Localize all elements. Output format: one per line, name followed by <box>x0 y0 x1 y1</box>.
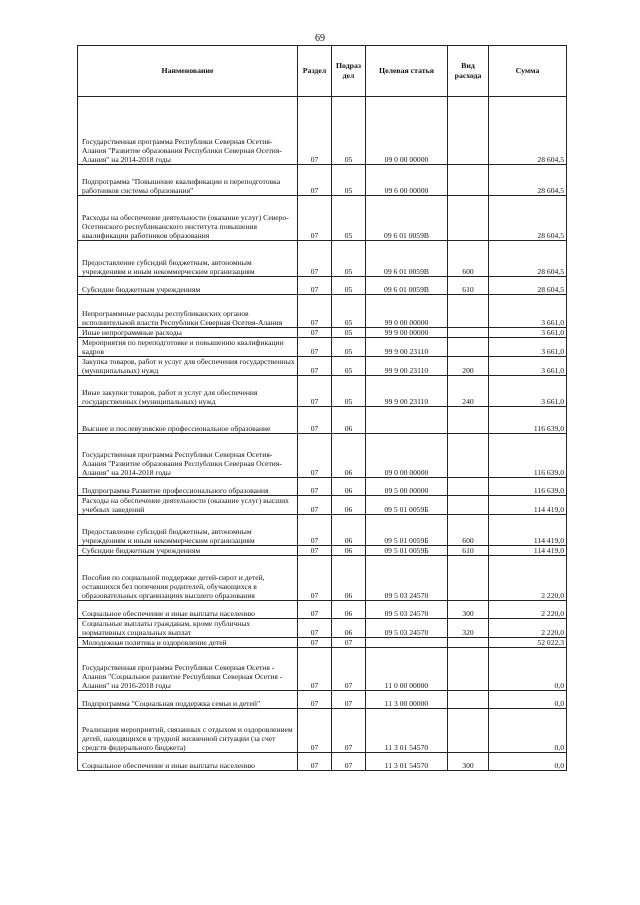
row-name-cell: Социальное обеспечение и иные выплаты населению <box>78 753 298 771</box>
row-razdel-cell: 07 <box>298 478 332 496</box>
row-razdel-cell: 07 <box>298 753 332 771</box>
row-sum-cell: 0,0 <box>489 648 567 691</box>
row-podrazdel-cell: 06 <box>332 434 366 478</box>
row-expense-type-cell: 320 <box>448 619 489 638</box>
row-sum-cell: 2 220,0 <box>489 619 567 638</box>
row-podrazdel-cell: 05 <box>332 277 366 295</box>
row-podrazdel-cell: 07 <box>332 691 366 709</box>
row-name-cell: Пособия по социальной поддержке детей-сирот и детей, оставшихся без попечения родителей, обучающихся в образовательных организациях высшего образования <box>78 556 298 601</box>
row-razdel-cell: 07 <box>298 277 332 295</box>
row-expense-type-cell: 200 <box>448 357 489 376</box>
row-expense-type-cell <box>448 648 489 691</box>
table-row <box>78 328 567 338</box>
row-sum-cell: 114 419,0 <box>489 546 567 556</box>
budget-table <box>77 45 567 771</box>
row-target-article-cell: 99 9 00 23110 <box>366 338 448 357</box>
row-name-cell: Подпрограмма "Повышение квалификации и переподготовка работников системы образования" <box>78 165 298 196</box>
row-sum-cell: 3 661,0 <box>489 376 567 407</box>
row-podrazdel-cell: 05 <box>332 97 366 165</box>
row-sum-cell: 28 604,5 <box>489 196 567 241</box>
row-target-article-cell <box>366 407 448 434</box>
row-razdel-cell: 07 <box>298 638 332 648</box>
row-podrazdel-cell: 07 <box>332 648 366 691</box>
row-razdel-cell: 07 <box>298 691 332 709</box>
table-row <box>78 691 567 709</box>
row-expense-type-cell: 610 <box>448 546 489 556</box>
row-name-cell: Реализация мероприятий, связанных с отдыхом и оздоровлением детей, находящихся в трудной жизненной ситуации (за счет средств федерального бюджета) <box>78 709 298 753</box>
row-name-cell: Государственная программа Республики Северная Осетия - Алания "Социальное развитие Республики Северная Осетия - Алания" на 2016-2018 годы <box>78 648 298 691</box>
row-podrazdel-cell: 06 <box>332 601 366 619</box>
row-podrazdel-cell: 06 <box>332 478 366 496</box>
row-target-article-cell: 09 5 01 0059Б <box>366 496 448 515</box>
row-razdel-cell: 07 <box>298 619 332 638</box>
row-target-article-cell: 09 5 03 24570 <box>366 619 448 638</box>
row-razdel-cell: 07 <box>298 407 332 434</box>
row-name-cell: Субсидии бюджетным учреждениям <box>78 546 298 556</box>
row-target-article-cell: 09 5 03 24570 <box>366 556 448 601</box>
col-header-podrazdel: Подраз дел <box>332 46 366 97</box>
table-row <box>78 338 567 357</box>
row-sum-cell: 0,0 <box>489 753 567 771</box>
row-razdel-cell: 07 <box>298 556 332 601</box>
row-podrazdel-cell: 05 <box>332 165 366 196</box>
table-row <box>78 478 567 496</box>
row-expense-type-cell <box>448 338 489 357</box>
row-target-article-cell <box>366 638 448 648</box>
col-header-razdel: Раздел <box>298 46 332 97</box>
row-expense-type-cell <box>448 478 489 496</box>
row-target-article-cell: 09 0 00 00000 <box>366 97 448 165</box>
row-target-article-cell: 11 3 01 54570 <box>366 709 448 753</box>
table-row <box>78 638 567 648</box>
page-number: 69 <box>315 33 325 44</box>
table-row <box>78 407 567 434</box>
row-razdel-cell: 07 <box>298 338 332 357</box>
table-row <box>78 546 567 556</box>
row-expense-type-cell <box>448 295 489 328</box>
row-sum-cell: 116 639,0 <box>489 434 567 478</box>
row-podrazdel-cell: 06 <box>332 407 366 434</box>
row-name-cell: Иные закупки товаров, работ и услуг для обеспечения государственных (муниципальных) нужд <box>78 376 298 407</box>
row-razdel-cell: 07 <box>298 357 332 376</box>
row-target-article-cell: 99 9 00 23110 <box>366 376 448 407</box>
row-sum-cell: 2 220,0 <box>489 556 567 601</box>
row-target-article-cell: 09 6 00 00000 <box>366 165 448 196</box>
col-header-target-article: Целевая статья <box>366 46 448 97</box>
row-expense-type-cell: 600 <box>448 515 489 546</box>
row-expense-type-cell <box>448 328 489 338</box>
row-name-cell: Предоставление субсидий бюджетным, автономным учреждениям и иным некоммерческим организациям <box>78 515 298 546</box>
row-podrazdel-cell: 06 <box>332 515 366 546</box>
row-expense-type-cell: 610 <box>448 277 489 295</box>
row-sum-cell: 3 661,0 <box>489 338 567 357</box>
col-header-expense-type: Вид расхода <box>448 46 489 97</box>
row-target-article-cell: 09 5 00 00000 <box>366 478 448 496</box>
row-razdel-cell: 07 <box>298 165 332 196</box>
row-name-cell: Социальные выплаты гражданам, кроме публичных нормативных социальных выплат <box>78 619 298 638</box>
row-sum-cell: 28 604,5 <box>489 165 567 196</box>
row-sum-cell: 28 604,5 <box>489 97 567 165</box>
row-podrazdel-cell: 07 <box>332 753 366 771</box>
row-name-cell: Непрограммные расходы республиканских органов исполнительной власти Республики Северная Осетия-Алания <box>78 295 298 328</box>
table-row <box>78 434 567 478</box>
row-podrazdel-cell: 07 <box>332 638 366 648</box>
row-name-cell: Высшее и послевузовское профессиональное образование <box>78 407 298 434</box>
row-sum-cell: 114 419,0 <box>489 515 567 546</box>
row-sum-cell: 116 639,0 <box>489 407 567 434</box>
row-podrazdel-cell: 05 <box>332 196 366 241</box>
row-sum-cell: 28 604,5 <box>489 241 567 277</box>
row-name-cell: Социальное обеспечение и иные выплаты населению <box>78 601 298 619</box>
table-row <box>78 376 567 407</box>
table-row <box>78 277 567 295</box>
row-name-cell: Субсидии бюджетным учреждениям <box>78 277 298 295</box>
row-podrazdel-cell: 05 <box>332 376 366 407</box>
row-podrazdel-cell: 06 <box>332 619 366 638</box>
row-target-article-cell: 11 3 00 00000 <box>366 691 448 709</box>
row-expense-type-cell <box>448 407 489 434</box>
row-podrazdel-cell: 06 <box>332 556 366 601</box>
row-name-cell: Расходы на обеспечение деятельности (оказание услуг) Северо-Осетинского республиканского института повышения квалификации работников образования <box>78 196 298 241</box>
row-podrazdel-cell: 05 <box>332 241 366 277</box>
row-razdel-cell: 07 <box>298 196 332 241</box>
row-name-cell: Государственная программа Республики Северная Осетия-Алания "Развитие образования Республики Северная Осетия-Алания" на 2014-2018 годы <box>78 434 298 478</box>
row-expense-type-cell <box>448 434 489 478</box>
row-razdel-cell: 07 <box>298 376 332 407</box>
row-podrazdel-cell: 05 <box>332 338 366 357</box>
row-expense-type-cell: 300 <box>448 753 489 771</box>
col-header-sum: Сумма <box>489 46 567 97</box>
row-name-cell: Государственная программа Республики Северная Осетия-Алания "Развитие образования Республики Северная Осетия-Алания" на 2014-2018 годы <box>78 97 298 165</box>
row-razdel-cell: 07 <box>298 496 332 515</box>
row-target-article-cell: 09 5 01 0059Б <box>366 546 448 556</box>
table-row <box>78 496 567 515</box>
col-header-name: Наименование <box>78 46 298 97</box>
row-target-article-cell: 99 9 00 23110 <box>366 357 448 376</box>
table-row <box>78 165 567 196</box>
row-podrazdel-cell: 06 <box>332 546 366 556</box>
row-expense-type-cell <box>448 97 489 165</box>
row-target-article-cell: 09 6 01 0059В <box>366 241 448 277</box>
row-sum-cell: 3 661,0 <box>489 295 567 328</box>
row-razdel-cell: 07 <box>298 601 332 619</box>
row-name-cell: Расходы на обеспечение деятельности (оказание услуг) высших учебных заведений <box>78 496 298 515</box>
row-target-article-cell: 99 9 00 00000 <box>366 328 448 338</box>
table-row <box>78 241 567 277</box>
row-podrazdel-cell: 06 <box>332 496 366 515</box>
table-row <box>78 515 567 546</box>
row-target-article-cell: 11 0 00 00000 <box>366 648 448 691</box>
table-header-row <box>78 46 567 97</box>
table-row <box>78 601 567 619</box>
row-name-cell: Закупка товаров, работ и услуг для обеспечения государственных (муниципальных) нужд <box>78 357 298 376</box>
row-expense-type-cell <box>448 691 489 709</box>
row-razdel-cell: 07 <box>298 546 332 556</box>
row-target-article-cell: 99 0 00 00000 <box>366 295 448 328</box>
row-sum-cell: 3 661,0 <box>489 357 567 376</box>
row-razdel-cell: 07 <box>298 515 332 546</box>
table-row <box>78 196 567 241</box>
table-row <box>78 556 567 601</box>
row-razdel-cell: 07 <box>298 648 332 691</box>
table-row <box>78 648 567 691</box>
row-razdel-cell: 07 <box>298 328 332 338</box>
row-expense-type-cell <box>448 165 489 196</box>
row-sum-cell: 52 022,3 <box>489 638 567 648</box>
table-row <box>78 357 567 376</box>
table-row <box>78 709 567 753</box>
row-sum-cell: 28 604,5 <box>489 277 567 295</box>
row-name-cell: Иные непрограммные расходы <box>78 328 298 338</box>
row-target-article-cell: 09 5 03 24570 <box>366 601 448 619</box>
row-target-article-cell: 09 6 01 0059В <box>366 196 448 241</box>
table-row <box>78 97 567 165</box>
row-expense-type-cell: 300 <box>448 601 489 619</box>
table-row <box>78 619 567 638</box>
row-expense-type-cell <box>448 496 489 515</box>
row-sum-cell: 3 661,0 <box>489 328 567 338</box>
row-razdel-cell: 07 <box>298 434 332 478</box>
row-name-cell: Молодежная политика и оздоровление детей <box>78 638 298 648</box>
row-razdel-cell: 07 <box>298 295 332 328</box>
row-sum-cell: 2 220,0 <box>489 601 567 619</box>
row-target-article-cell: 09 5 01 0059Б <box>366 515 448 546</box>
row-sum-cell: 114 419,0 <box>489 496 567 515</box>
row-podrazdel-cell: 07 <box>332 709 366 753</box>
row-razdel-cell: 07 <box>298 709 332 753</box>
row-name-cell: Подпрограмма "Социальная поддержка семьи и детей" <box>78 691 298 709</box>
row-expense-type-cell: 240 <box>448 376 489 407</box>
row-podrazdel-cell: 05 <box>332 328 366 338</box>
row-target-article-cell: 11 3 01 54570 <box>366 753 448 771</box>
row-expense-type-cell <box>448 709 489 753</box>
row-sum-cell: 0,0 <box>489 691 567 709</box>
table-row <box>78 295 567 328</box>
row-target-article-cell: 09 6 01 0059В <box>366 277 448 295</box>
row-name-cell: Предоставление субсидий бюджетным, автономным учреждениям и иным некоммерческим организациям <box>78 241 298 277</box>
table-row <box>78 753 567 771</box>
row-podrazdel-cell: 05 <box>332 357 366 376</box>
row-expense-type-cell <box>448 638 489 648</box>
row-expense-type-cell: 600 <box>448 241 489 277</box>
row-razdel-cell: 07 <box>298 241 332 277</box>
row-podrazdel-cell: 05 <box>332 295 366 328</box>
row-target-article-cell: 09 0 00 00000 <box>366 434 448 478</box>
row-expense-type-cell <box>448 196 489 241</box>
row-razdel-cell: 07 <box>298 97 332 165</box>
row-name-cell: Подпрограмма Развитие профессионального образования <box>78 478 298 496</box>
row-sum-cell: 116 639,0 <box>489 478 567 496</box>
row-expense-type-cell <box>448 556 489 601</box>
row-sum-cell: 0,0 <box>489 709 567 753</box>
row-name-cell: Мероприятия по переподготовке и повышению квалификации кадров <box>78 338 298 357</box>
